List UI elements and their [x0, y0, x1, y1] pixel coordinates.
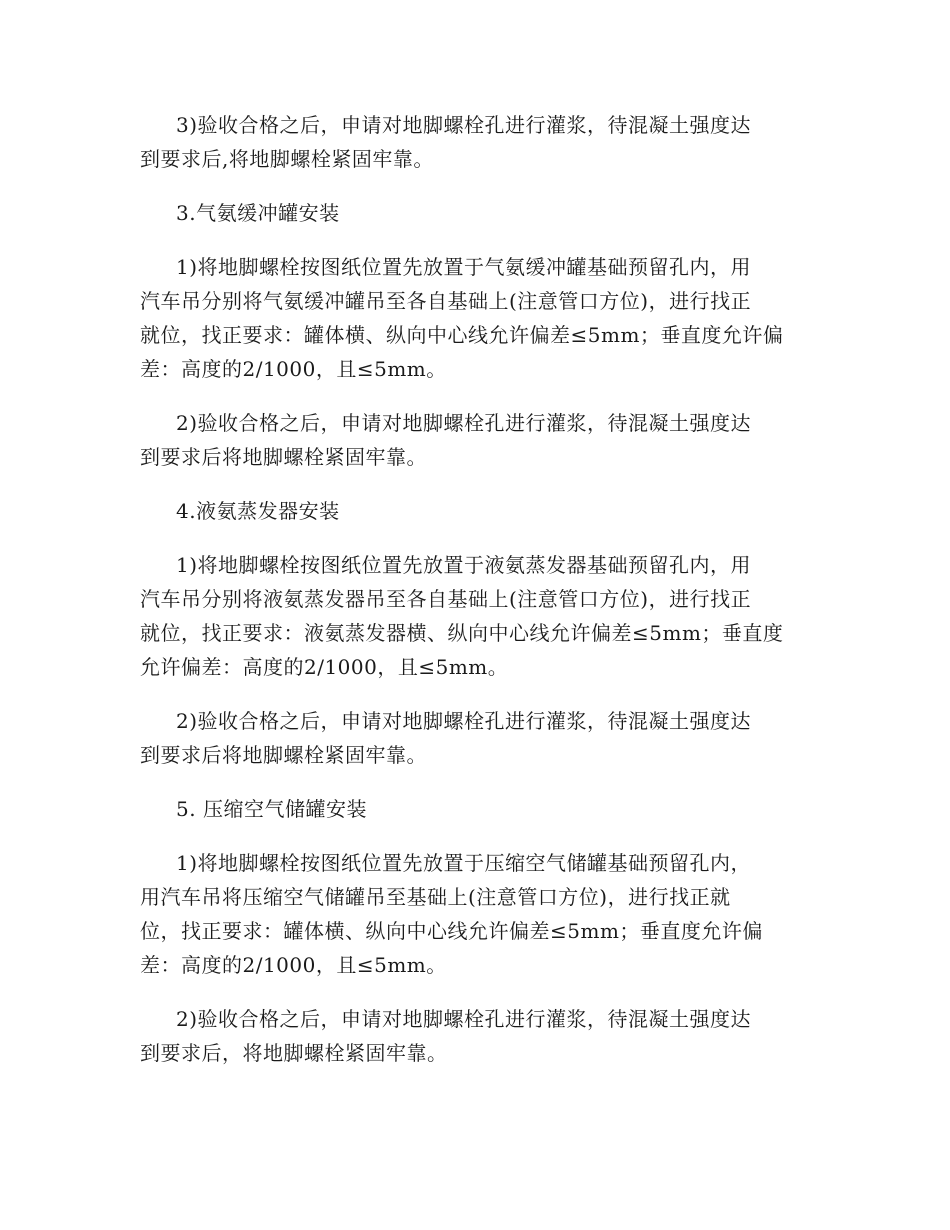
section-heading: 5. 压缩空气储罐安装 [176, 797, 367, 821]
text-line: 差：高度的2/1000，且≤5mm。 [140, 953, 447, 977]
paragraph-buffer-tank-step-2 [140, 406, 808, 474]
text-line: 到要求后将地脚螺栓紧固牢靠。 [140, 445, 427, 469]
document-page [140, 108, 808, 1090]
paragraph-buffer-tank-step-1 [140, 250, 808, 386]
text-line: 2)验收合格之后，申请对地脚螺栓孔进行灌浆，待混凝土强度达 [176, 411, 752, 435]
text-line: 位，找正要求：罐体横、纵向中心线允许偏差≤5mm；垂直度允许偏 [140, 919, 763, 943]
text-line: 用汽车吊将压缩空气储罐吊至基础上(注意管口方位)，进行找正就 [140, 885, 731, 909]
text-line: 差：高度的2/1000，且≤5mm。 [140, 357, 447, 381]
section-heading: 3.气氨缓冲罐安装 [176, 201, 340, 225]
text-line: 1)将地脚螺栓按图纸位置先放置于压缩空气储罐基础预留孔内， [176, 851, 752, 875]
paragraph-evaporator-step-1 [140, 548, 808, 684]
section-heading: 4.液氨蒸发器安装 [176, 499, 340, 523]
text-line: 到要求后，将地脚螺栓紧固牢靠。 [140, 1041, 448, 1065]
section-heading-air-tank [140, 792, 808, 826]
text-line: 就位，找正要求：液氨蒸发器横、纵向中心线允许偏差≤5mm；垂直度 [140, 621, 784, 645]
text-line: 1)将地脚螺栓按图纸位置先放置于气氨缓冲罐基础预留孔内，用 [176, 255, 752, 279]
text-line: 2)验收合格之后，申请对地脚螺栓孔进行灌浆，待混凝土强度达 [176, 709, 752, 733]
text-line: 汽车吊分别将液氨蒸发器吊至各自基础上(注意管口方位)，进行找正 [140, 587, 752, 611]
paragraph-air-tank-step-1 [140, 846, 808, 982]
paragraph-evaporator-step-2 [140, 704, 808, 772]
text-line: 到要求后将地脚螺栓紧固牢靠。 [140, 743, 427, 767]
paragraph-air-tank-step-2 [140, 1002, 808, 1070]
section-heading-buffer-tank [140, 196, 808, 230]
text-line: 汽车吊分别将气氨缓冲罐吊至各自基础上(注意管口方位)，进行找正 [140, 289, 752, 313]
text-line: 1)将地脚螺栓按图纸位置先放置于液氨蒸发器基础预留孔内，用 [176, 553, 752, 577]
text-line: 到要求后,将地脚螺栓紧固牢靠。 [140, 147, 434, 171]
text-line: 就位，找正要求：罐体横、纵向中心线允许偏差≤5mm；垂直度允许偏 [140, 323, 784, 347]
text-line: 2)验收合格之后，申请对地脚螺栓孔进行灌浆，待混凝土强度达 [176, 1007, 752, 1031]
paragraph-step-3-grouting [140, 108, 808, 176]
section-heading-evaporator [140, 494, 808, 528]
text-line: 允许偏差：高度的2/1000，且≤5mm。 [140, 655, 509, 679]
text-line: 3)验收合格之后，申请对地脚螺栓孔进行灌浆，待混凝土强度达 [176, 113, 752, 137]
